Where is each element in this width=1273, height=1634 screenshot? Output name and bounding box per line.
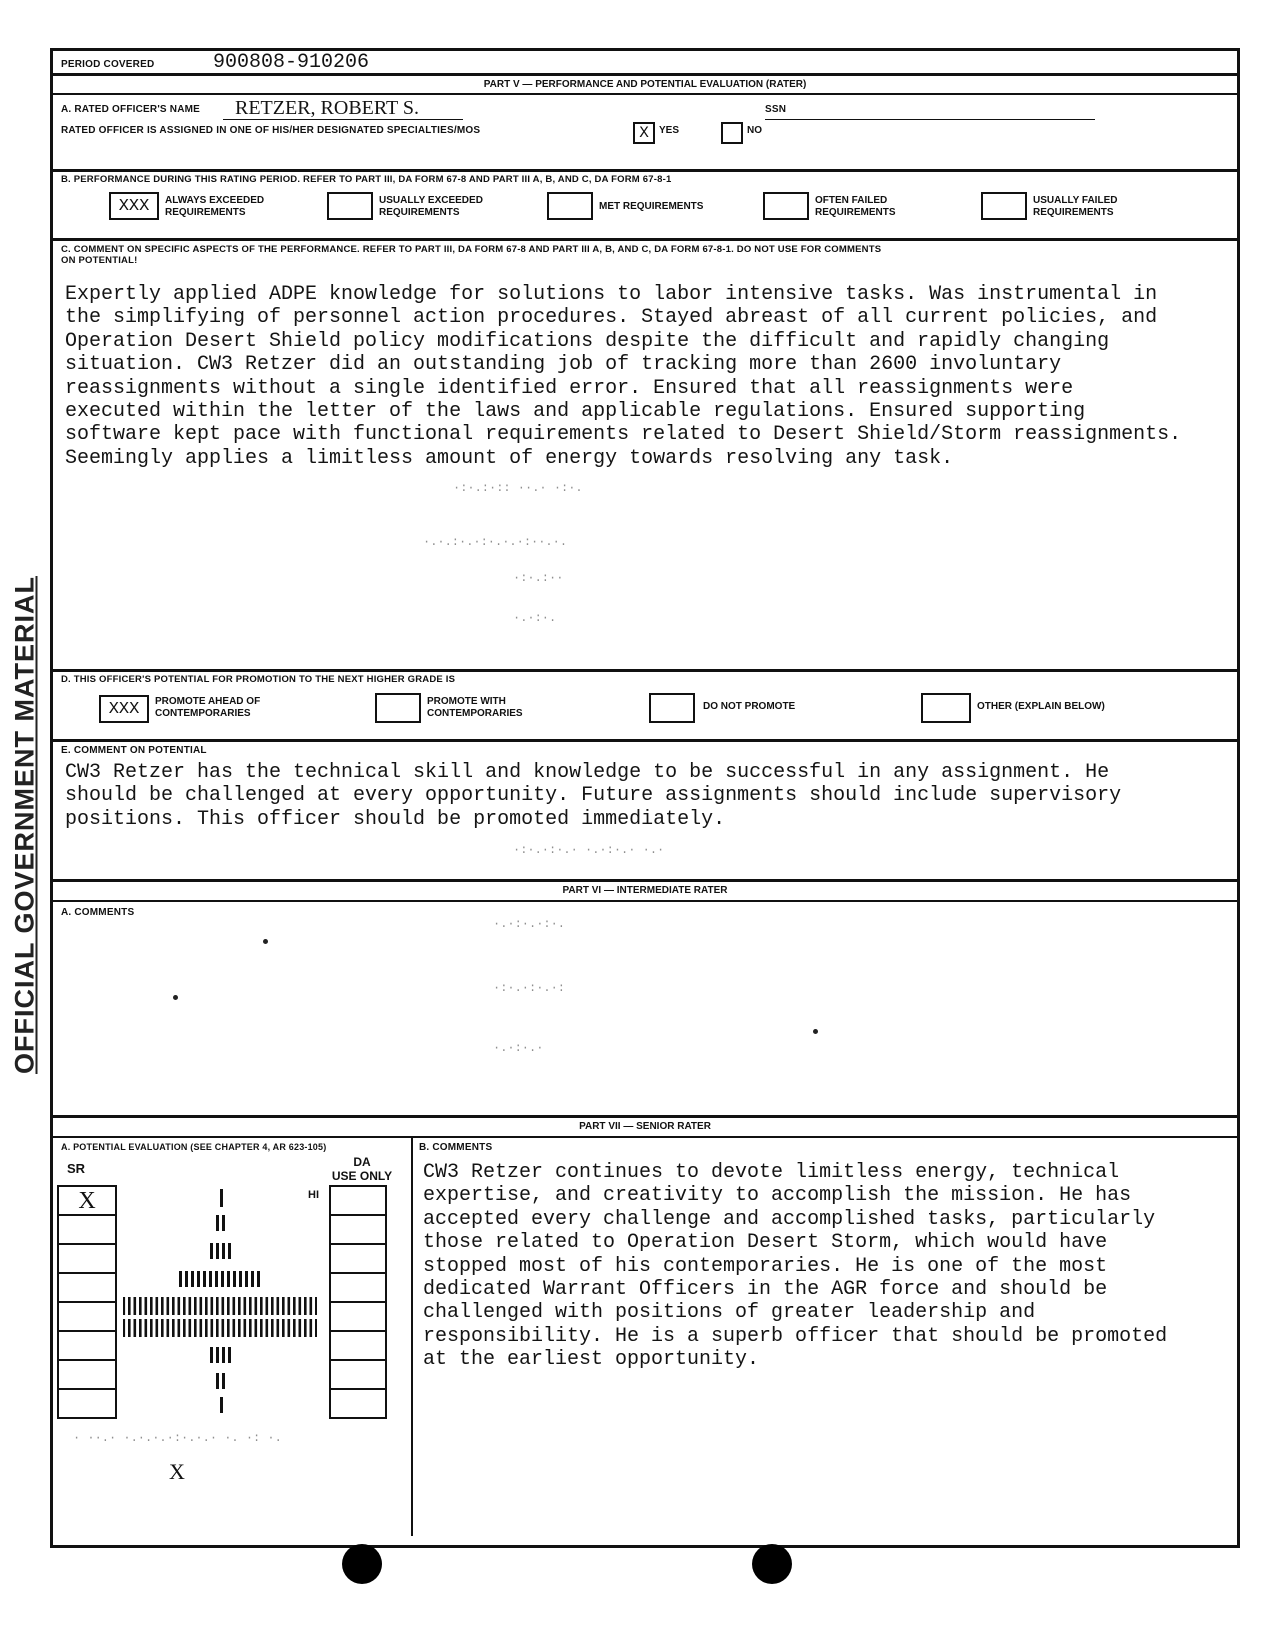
scan-artifact: ·.·:·. <box>513 611 557 625</box>
sr-box[interactable] <box>59 1332 115 1361</box>
period-covered-value: 900808-910206 <box>213 51 370 74</box>
punch-hole <box>752 1544 792 1584</box>
da-box <box>331 1361 385 1390</box>
evaluation-form <box>50 48 1240 1548</box>
part7-title: PART VII — SENIOR RATER <box>579 1121 711 1132</box>
do-not-promote-checkbox[interactable] <box>649 693 695 723</box>
divider <box>53 879 1237 882</box>
specialty-yes-label: YES <box>659 125 680 136</box>
rated-officer-name-value: RETZER, ROBERT S. <box>235 97 420 119</box>
name-underline <box>223 119 463 120</box>
sr-box[interactable] <box>59 1245 115 1274</box>
divider <box>53 238 1237 241</box>
da-box <box>331 1390 385 1419</box>
do-not-promote-label: DO NOT PROMOTE <box>703 701 796 712</box>
usually-failed-checkbox[interactable] <box>981 192 1027 220</box>
punch-hole <box>342 1544 382 1584</box>
divider <box>53 1115 1237 1118</box>
part5-title: PART V — PERFORMANCE AND POTENTIAL EVALUATION (RATER) <box>483 79 807 90</box>
divider <box>53 900 1237 902</box>
bottom-x-mark: X <box>169 1459 185 1484</box>
official-material-stamp <box>0 576 50 1074</box>
promotion-potential-label: D. THIS OFFICER'S POTENTIAL FOR PROMOTION TO THE NEXT HIGHER GRADE IS <box>61 674 456 685</box>
always-exceeded-checkbox[interactable]: XXX <box>109 192 159 220</box>
usually-exceeded-label: USUALLY EXCEEDED REQUIREMENTS <box>379 195 483 218</box>
intermediate-comments-label: A. COMMENTS <box>61 907 135 918</box>
senior-rater-comments-label: B. COMMENTS <box>419 1142 493 1153</box>
da-box-column <box>329 1185 387 1419</box>
divider <box>53 1136 1237 1138</box>
scan-artifact: ·.·.:·.·:·.·.·:··.·. <box>423 535 568 549</box>
da-box <box>331 1187 385 1216</box>
met-requirements-label: MET REQUIREMENTS <box>599 201 704 212</box>
sr-box-column <box>57 1185 117 1419</box>
rated-officer-name-label: A. RATED OFFICER'S NAME <box>61 104 201 115</box>
sr-column-label: SR <box>67 1161 86 1176</box>
potential-comments-label: E. COMMENT ON POTENTIAL <box>61 745 207 756</box>
sr-box[interactable] <box>59 1390 115 1419</box>
part7-column-divider <box>411 1136 413 1536</box>
scan-artifact: ·.·:·.· <box>493 1041 544 1055</box>
promote-with-label: PROMOTE WITH CONTEMPORARIES <box>427 696 523 719</box>
da-box <box>331 1274 385 1303</box>
divider <box>53 169 1237 172</box>
promote-ahead-label: PROMOTE AHEAD OF CONTEMPORARIES <box>155 696 261 719</box>
hi-label: HI <box>308 1189 319 1201</box>
da-box <box>331 1245 385 1274</box>
usually-exceeded-checkbox[interactable] <box>327 192 373 220</box>
scan-artifact: ·:·.:·:: ··.· ·:·. <box>453 481 583 495</box>
always-exceeded-label: ALWAYS EXCEEDED REQUIREMENTS <box>165 195 265 218</box>
profile-tally-marks <box>123 1189 317 1413</box>
divider <box>53 93 1237 95</box>
other-label: OTHER (EXPLAIN BELOW) <box>977 701 1105 712</box>
side-stamp-text: OFFICIAL GOVERNMENT MATERIAL <box>9 576 40 1074</box>
da-use-only-label: DA USE ONLY <box>331 1155 393 1183</box>
scan-dot <box>813 1029 818 1034</box>
potential-comments-text: CW3 Retzer has the technical skill and knowledge to be successful in any assignment. He should be challenged at every opportunity. Future assignments should include supervisory positions. This officer should be promoted immediately. <box>65 761 1122 831</box>
specialty-yes-checkbox[interactable]: X <box>633 122 655 144</box>
tally-mark <box>220 1189 223 1207</box>
scan-artifact: · ··.· ·.·.·.·:·.·.· ·. ·: ·. <box>73 1431 282 1445</box>
part6-title: PART VI — INTERMEDIATE RATER <box>562 885 728 896</box>
scan-artifact: ·:·.:·· <box>513 571 564 585</box>
other-checkbox[interactable] <box>921 693 971 723</box>
met-requirements-checkbox[interactable] <box>547 192 593 220</box>
ssn-underline <box>765 119 1095 120</box>
divider <box>53 739 1237 742</box>
senior-rater-profile-graph <box>117 1185 327 1419</box>
divider <box>53 73 1237 76</box>
scan-artifact: ·.·:·.·:·. <box>493 917 566 931</box>
specialty-no-label: NO <box>747 125 762 136</box>
scan-artifact: ·:·.·:·.·: <box>493 981 566 995</box>
often-failed-checkbox[interactable] <box>763 192 809 220</box>
sr-box[interactable] <box>59 1361 115 1390</box>
scan-dot <box>263 939 268 944</box>
sr-top-box[interactable]: X <box>59 1187 115 1216</box>
scan-dot <box>173 995 178 1000</box>
da-box <box>331 1216 385 1245</box>
senior-rater-comments-text: CW3 Retzer continues to devote limitless energy, technical expertise, and creativity to accomplish the mission. He has accepted every challenge and accomplished tasks, particularly those related to Operation Desert Storm, which would have stopped most of his contemporaries. He is one of the most dedicated Warrant Officers in the AGR force and should be challenged with positions of greater leadership and responsibility. He is a superb officer that should be promoted at the earliest opportunity. <box>423 1161 1168 1372</box>
usually-failed-label: USUALLY FAILED REQUIREMENTS <box>1033 195 1118 218</box>
promote-with-checkbox[interactable] <box>375 693 421 723</box>
performance-comments-text: Expertly applied ADPE knowledge for solutions to labor intensive tasks. Was instrumental in the simplifying of personnel action procedures. Stayed abreast of all current policies, and Operation Desert Shield policy modifications despite the difficult and rapidly changing situation. CW3 Retzer did an outstanding job of tracking more than 2600 involuntary reassignments without a single identified error. Ensured that all reassignments were executed within the letter of the laws and applicable regulations. Ensured supporting software kept pace with functional requirements related to Desert Shield/Storm reassignments. Seemingly applies a limitless amount of energy towards resolving any task. <box>65 283 1182 470</box>
scan-artifact: ·:·.·:·.· ·.·:·.· ·.· <box>513 843 665 857</box>
da-box <box>331 1303 385 1332</box>
specialty-no-checkbox[interactable] <box>721 122 743 144</box>
ssn-label: SSN <box>765 104 787 115</box>
potential-evaluation-label: A. POTENTIAL EVALUATION (SEE CHAPTER 4, AR 623-105) <box>61 1142 327 1152</box>
period-covered-label: PERIOD COVERED <box>61 59 155 70</box>
often-failed-label: OFTEN FAILED REQUIREMENTS <box>815 195 896 218</box>
sr-box[interactable] <box>59 1274 115 1303</box>
sr-box[interactable] <box>59 1303 115 1332</box>
performance-comments-label: C. COMMENT ON SPECIFIC ASPECTS OF THE PERFORMANCE. REFER TO PART III, DA FORM 67-8 AND PART III A, B, AND C, DA FORM 67-8-1. DO NOT USE FOR COMMENTS ON POTENTIAL! <box>61 244 882 266</box>
specialty-label: RATED OFFICER IS ASSIGNED IN ONE OF HIS/HER DESIGNATED SPECIALTIES/MOS <box>61 125 481 136</box>
performance-label: B. PERFORMANCE DURING THIS RATING PERIOD. REFER TO PART III, DA FORM 67-8 AND PART III A, B, AND C, DA FORM 67-8-1 <box>61 174 672 185</box>
da-box <box>331 1332 385 1361</box>
divider <box>53 669 1237 672</box>
sr-box[interactable] <box>59 1216 115 1245</box>
promote-ahead-checkbox[interactable]: XXX <box>99 695 149 723</box>
